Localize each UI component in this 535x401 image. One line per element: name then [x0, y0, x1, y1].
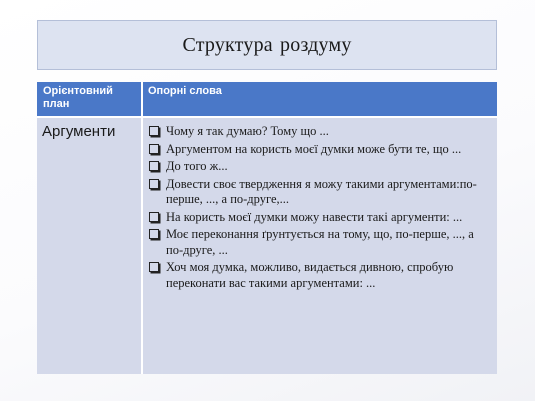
row-label-arguments: Аргументи — [42, 123, 116, 140]
column-divider — [141, 82, 143, 374]
list-item-text: Аргументом на користь моєї думки може бути те, що ... — [166, 141, 462, 156]
list-item-text: На користь моєї думки можу навести такі аргументи: ... — [166, 209, 463, 224]
list-item — [148, 159, 491, 175]
list-item-text: Моє переконання ґрунтується на тому, що, по-перше, ..., а по-друге, ... — [166, 227, 474, 257]
header-keywords: Опорні слова — [148, 85, 222, 97]
slide-title-box — [37, 20, 497, 70]
slide-title: Структура роздуму — [182, 33, 352, 56]
checkbox-bullet-icon — [149, 179, 159, 189]
list-item — [148, 210, 491, 226]
list-item — [148, 124, 491, 140]
checkbox-bullet-icon — [149, 229, 159, 239]
structure-table — [37, 82, 497, 374]
list-item-text: Чому я так думаю? Тому що ... — [166, 124, 329, 138]
list-item — [148, 227, 491, 258]
checkbox-bullet-icon — [149, 144, 159, 154]
header-plan: Орієнтовний план — [43, 85, 113, 110]
list-item — [148, 142, 491, 158]
list-item-text: Довести своє твердження я можу такими аргументами:по-перше, ..., а по-друге,... — [166, 176, 477, 206]
table-header-row — [37, 82, 497, 116]
checkbox-bullet-icon — [149, 161, 159, 171]
checkbox-bullet-icon — [149, 212, 159, 222]
list-item-text: Хоч моя думка, можливо, видається дивною, спробую переконати вас такими аргументами: ... — [166, 260, 454, 290]
checkbox-bullet-icon — [149, 126, 159, 136]
header-divider — [37, 116, 497, 118]
list-item — [148, 177, 491, 208]
list-item-text: До того ж... — [166, 159, 228, 173]
checkbox-bullet-icon — [149, 262, 159, 272]
list-item — [148, 260, 491, 291]
keyword-list — [148, 124, 491, 293]
